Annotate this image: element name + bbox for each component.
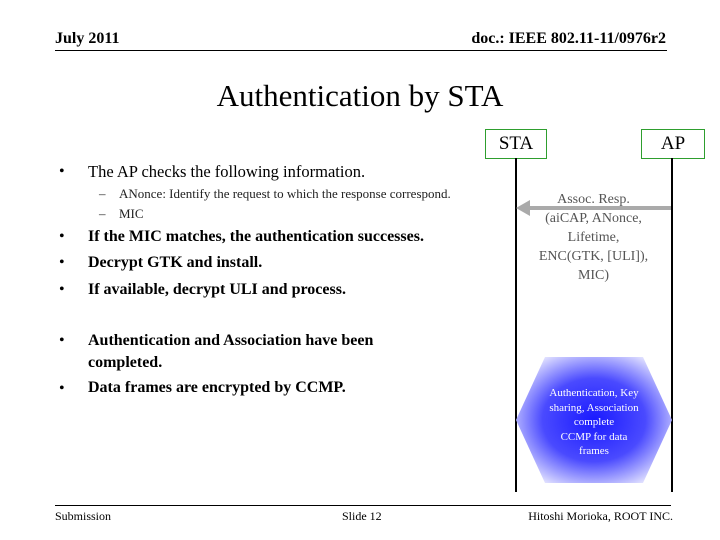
complete-line: Authentication, Key: [549, 387, 639, 399]
complete-text: [534, 386, 654, 459]
complete-line: CCMP for data: [560, 430, 628, 443]
bullet-4: •: [59, 281, 65, 298]
bullet-text-decrypt-gtk: Decrypt GTK and install.: [88, 254, 263, 271]
message-line: Lifetime,: [567, 230, 620, 245]
footer-rule: [55, 505, 671, 506]
bullet-6: •: [59, 380, 65, 397]
ap-label: AP: [660, 133, 686, 154]
bullet-text-auth-complete-2: completed.: [88, 354, 163, 371]
message-line: (aiCAP, ANonce,: [545, 211, 642, 226]
message-line: ENC(GTK, [ULI]),: [538, 249, 649, 264]
bullet-text-mic-matches: If the MIC matches, the authentication successes.: [88, 228, 424, 245]
complete-line: complete: [573, 416, 615, 428]
assoc-resp-message: [522, 190, 665, 285]
slide-title: Authentication by STA: [216, 78, 504, 113]
bullet-text-checks: The AP checks the following information.: [88, 162, 366, 181]
bullet-1: •: [59, 163, 65, 180]
dash-1: –: [99, 186, 106, 201]
sub-text-anonce: ANonce: Identify the request to which the response correspond.: [119, 186, 451, 201]
header-doc-id: doc.: IEEE 802.11-11/0976r2: [471, 30, 666, 47]
footer-author: Hitoshi Morioka, ROOT INC.: [528, 509, 673, 523]
bullet-text-auth-complete-1: Authentication and Association have been: [88, 332, 374, 349]
complete-line: sharing, Association: [549, 401, 639, 414]
header-date: July 2011: [55, 30, 120, 47]
footer-slide-number: Slide 12: [342, 509, 382, 523]
sta-label: STA: [498, 133, 534, 154]
complete-line: frames: [579, 445, 609, 457]
sub-text-mic: MIC: [119, 206, 144, 221]
message-line: Assoc. Resp.: [557, 192, 630, 207]
message-line: MIC): [577, 268, 610, 283]
bullet-text-ccmp: Data frames are encrypted by CCMP.: [88, 379, 346, 396]
bullet-3: •: [59, 254, 65, 271]
dash-2: –: [99, 206, 106, 221]
bullet-5: •: [59, 332, 65, 349]
bullet-text-decrypt-uli: If available, decrypt ULI and process.: [88, 281, 346, 298]
bullet-2: •: [59, 228, 65, 245]
footer-submission: Submission: [55, 509, 112, 523]
